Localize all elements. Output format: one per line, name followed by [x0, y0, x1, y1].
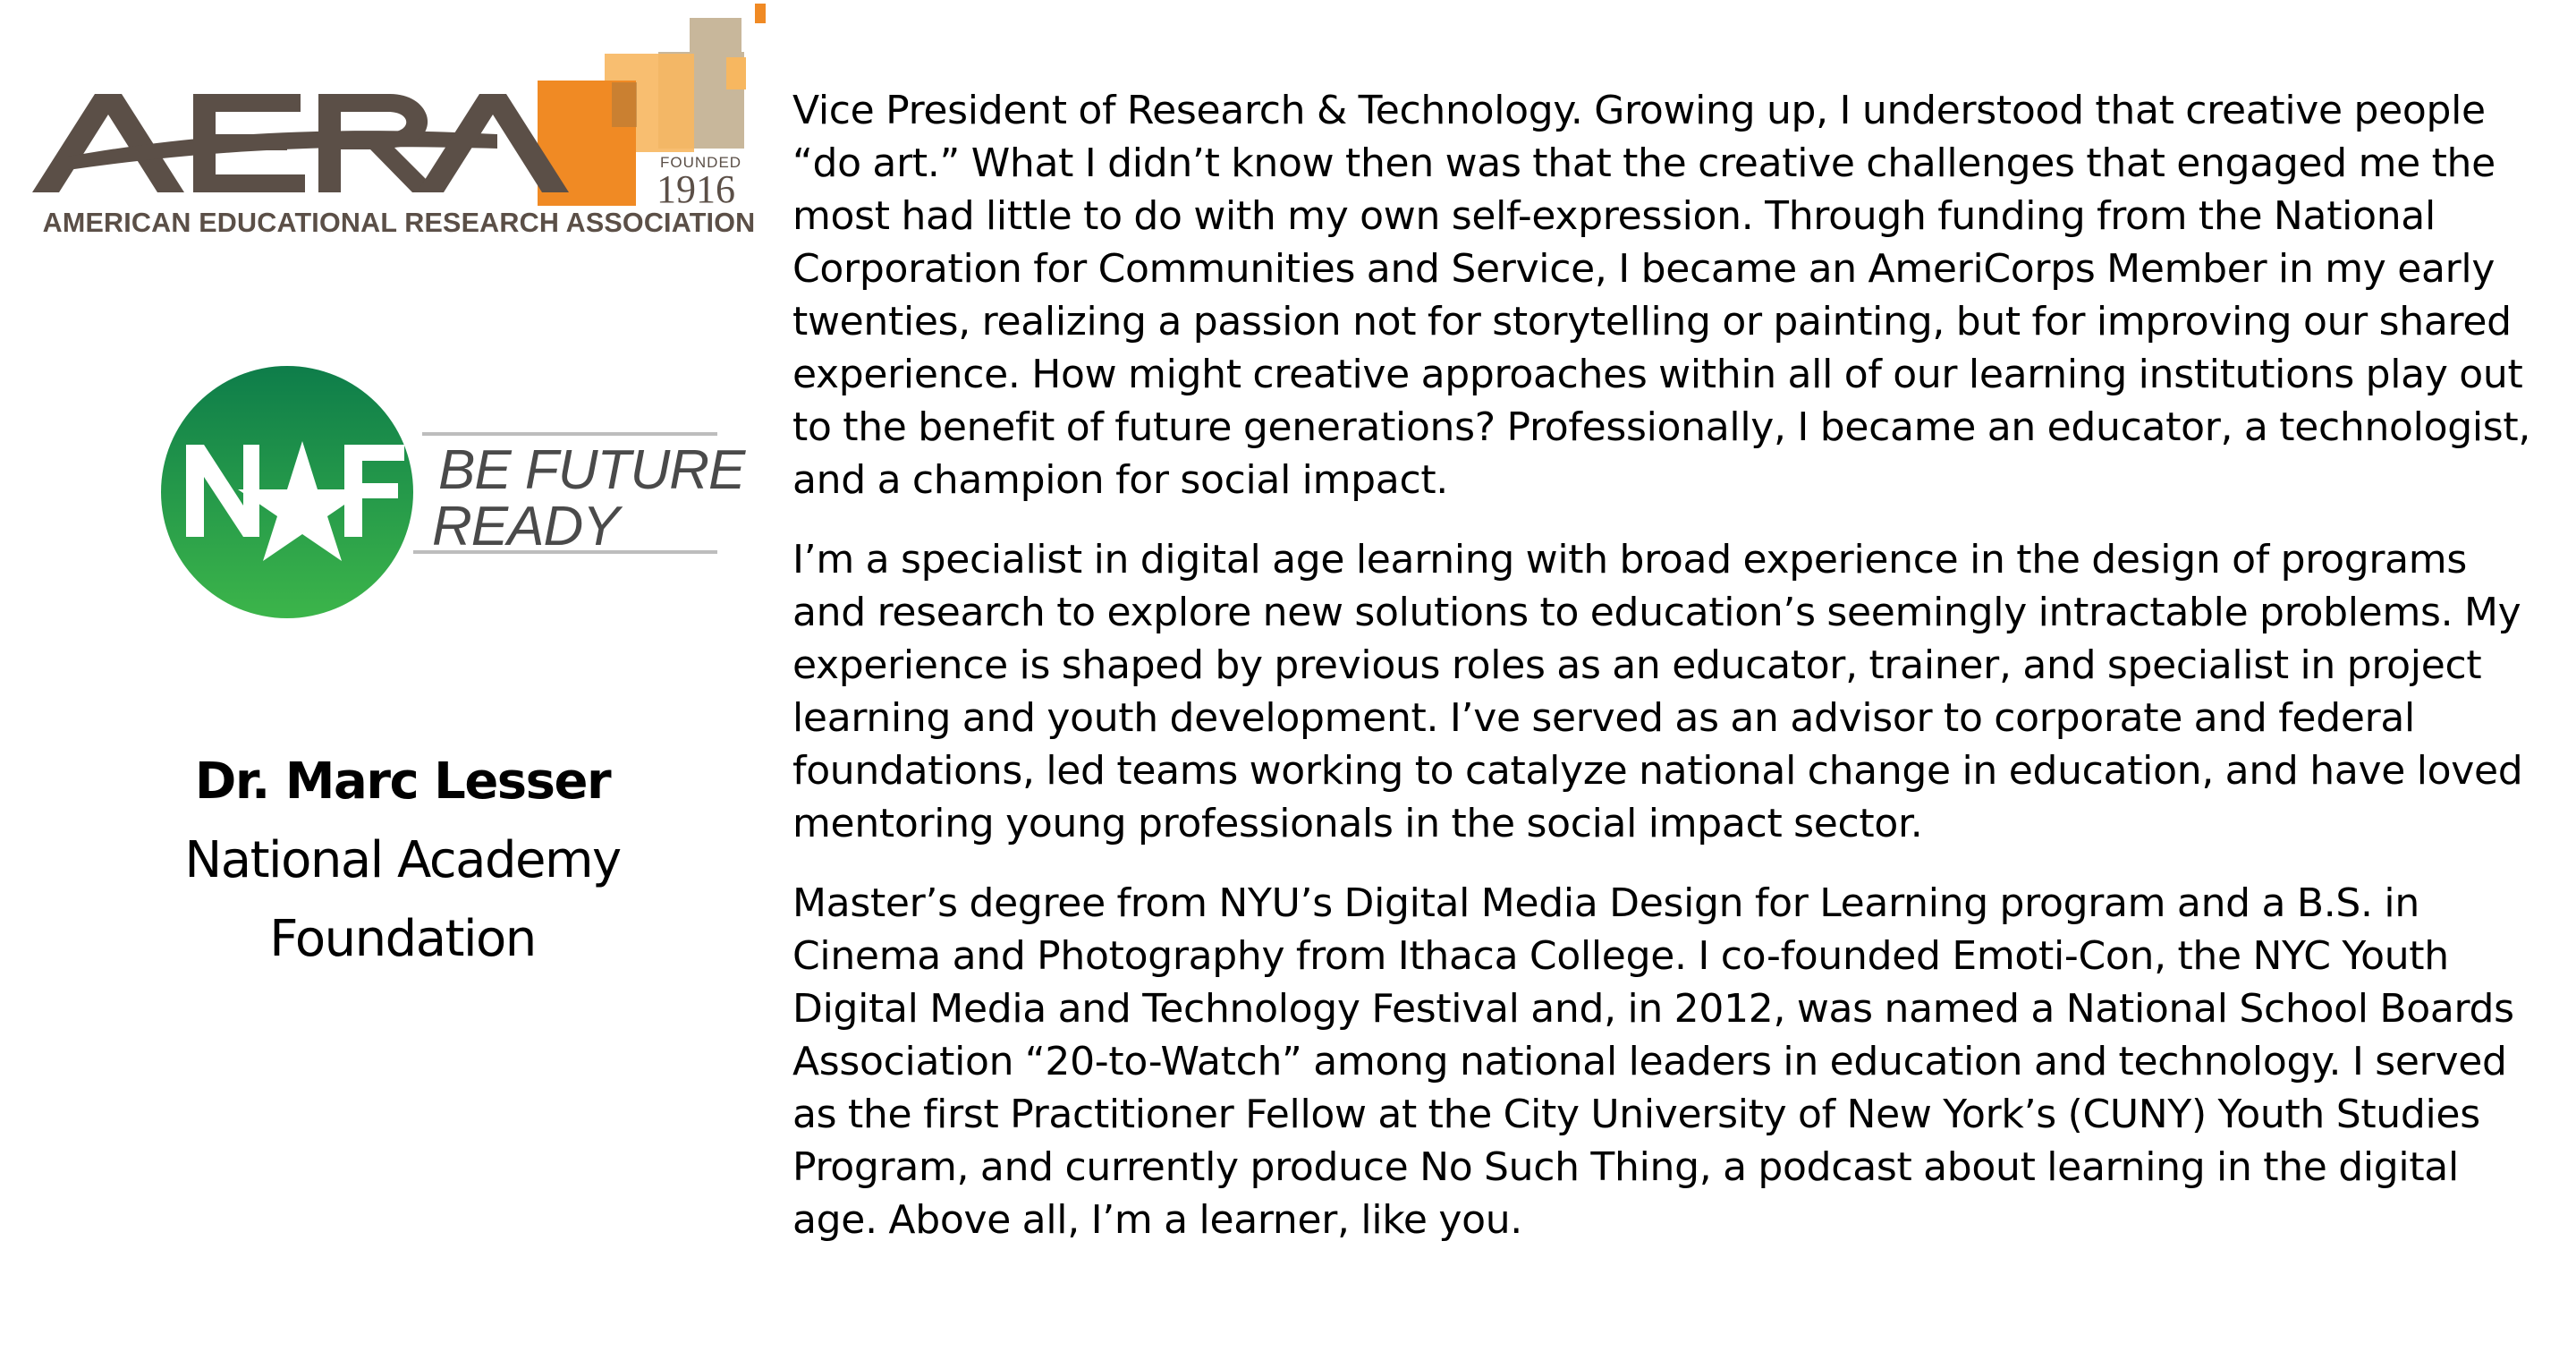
aera-square-tan-top — [690, 18, 741, 54]
aera-logo — [32, 0, 766, 259]
bio-paragraph-2: I’m a specialist in digital age learning with broad experience in the design of programs and research to explore new solutions to education’s seemingly intractable problems. My experience is shaped by previous roles as an educator, trainer, and specialist in project learning and youth development. I’ve served as an advisor to corporate and federal foundations, led teams working to catalyze national change in education, and have loved mentoring young professionals in the social impact sector. — [792, 537, 2523, 846]
aera-full-name: AMERICAN EDUCATIONAL RESEARCH ASSOCIATION — [42, 208, 756, 238]
aera-founded-label: FOUNDED — [660, 154, 742, 171]
aera-logo-graphic — [32, 0, 766, 206]
naf-rule-top — [422, 432, 717, 436]
presenter-name: Dr. Marc Lesser — [194, 752, 611, 811]
aera-square-accent — [726, 57, 746, 89]
naf-logo — [161, 362, 745, 631]
naf-tagline-line1: BE FUTURE — [438, 439, 745, 501]
aera-founded-year: 1916 — [657, 167, 735, 211]
presenter-block — [116, 743, 689, 979]
bio-paragraph-1: Vice President of Research & Technology. Growing up, I understood that creative people “do art.” What I didn’t know then was that the creative challenges that engaged me the most had little to do with my own self-expression. Through funding from the National Corporation for Communities and Service, I became an AmeriCorps Member in my early twenties, realizing a passion not for storytelling or painting, but for improving our shared experience. How might creative approaches within all of our learning institutions play out to the benefit of future generations? Professionally, I became an educator, a technologist, and a champion for social impact. — [792, 88, 2531, 503]
aera-square-small — [755, 4, 766, 23]
bio-paragraph-3: Master’s degree from NYU’s Digital Media Design for Learning program and a B.S. in Cinema and Photography from Ithaca College. I co-founded Emoti-Con, the NYC Youth Digital Media and Technology Festival and, in 2012, was named a National School Boards Association “20-to-Watch” among national leaders in education and technology. I served as the first Practitioner Fellow at the City University of New York’s (CUNY) Youth Studies Program, and currently produce No Such Thing, a podcast about learning in the digital age. Above all, I’m a learner, like you. — [792, 880, 2514, 1243]
bio — [792, 84, 2546, 1273]
aera-wordmark — [32, 94, 569, 192]
aera-square-overlap — [612, 82, 637, 127]
naf-tagline-line2: READY — [432, 496, 619, 557]
presenter-org-line1: National Academy — [184, 831, 621, 889]
presenter-org-line2: Foundation — [269, 910, 536, 968]
